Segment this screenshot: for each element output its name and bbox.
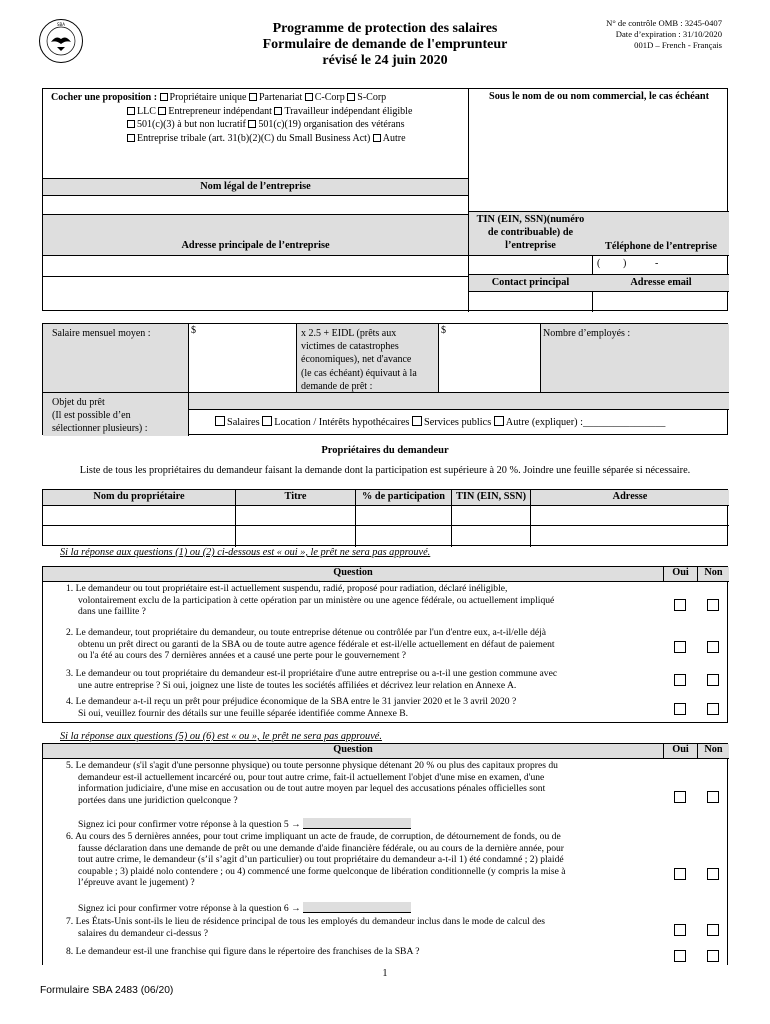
q6-no-checkbox[interactable] [707,868,719,880]
col-title: Titre [284,491,307,502]
col-address: Adresse [612,491,648,502]
checkbox[interactable] [412,416,422,426]
yes-header-b: Oui [672,744,689,755]
checkbox[interactable] [494,416,504,426]
question-4: 4. Le demandeur a-t-il reçu un prêt pour préjudice économique de la SBA entre le 31 janvier 2020 et le 3 avril 2020 ? Si oui, veuillez fournir des détails sur une feuille séparée identifiée comme Annexe B. [66,696,517,719]
sign-q6: Signez ici pour confirmer votre réponse à la question 6 → [78,902,411,915]
address-input-2[interactable] [43,277,468,312]
proposition-label: Cocher une proposition : [51,92,158,103]
tin-label: TIN (EIN, SSN)(numéro de contribuable) de l’entreprise [476,214,585,251]
q1-no-checkbox[interactable] [707,599,719,611]
checkbox[interactable] [158,107,166,115]
option-sole-proprietor[interactable]: Propriétaire unique [160,92,247,103]
checkbox[interactable] [127,134,135,142]
question-header-b: Question [333,744,373,755]
checkbox[interactable] [262,416,272,426]
title-line-1: Programme de protection des salaires [272,21,498,36]
option-nonprofit[interactable]: 501(c)(3) à but non lucratif [127,119,246,130]
q8-no-checkbox[interactable] [707,950,719,962]
checkbox[interactable] [347,93,355,101]
q4-no-checkbox[interactable] [707,703,719,715]
q7-no-checkbox[interactable] [707,924,719,936]
option-llc[interactable]: LLC [127,106,156,117]
purpose-other[interactable]: Autre (expliquer) :________________ [494,417,666,428]
questions-b-table [42,743,728,965]
title-line-3: révisé le 24 juin 2020 [322,53,448,68]
checkbox[interactable] [127,107,135,115]
question-8: 8. Le demandeur est-il une franchise qui figure dans le répertoire des franchises de la SBA ? [66,946,420,957]
loan-block [42,323,728,435]
no-header-b: Non [704,744,723,755]
q2-yes-checkbox[interactable] [674,641,686,653]
col-tin: TIN (EIN, SSN) [455,491,527,502]
multiplier-label: x 2.5 + EIDL (prêts aux victimes de catastrophes économiques), net d'avance (le cas échéant) équivaut à la demande de prêt : [301,328,417,392]
yes-header: Oui [672,567,689,578]
q6-yes-checkbox[interactable] [674,868,686,880]
q8-yes-checkbox[interactable] [674,950,686,962]
option-other[interactable]: Autre [373,133,406,144]
checkbox[interactable] [373,134,381,142]
omb-info [606,18,722,51]
questions-a-table [42,566,728,723]
question-7: 7. Les États-Unis sont-ils le lieu de résidence principal de tous les employés du demandeur inclus dans le mode de calcul des salaires du demandeur ci-dessus ? [66,916,546,939]
page-number: 1 [382,968,388,979]
sign-q5: Signez ici pour confirmer votre réponse à la question 5 → [78,818,411,831]
purpose-payroll[interactable]: Salaires [215,417,260,428]
q5-no-checkbox[interactable] [707,791,719,803]
purpose-utilities[interactable]: Services publics [412,417,491,428]
option-c-corp[interactable]: C-Corp [305,92,345,103]
question-1: 1. Le demandeur ou tout propriétaire est-il actuellement suspendu, radié, proposé pour radiation, déclaré inéligible, volontairement exclu de la participation à cette opération par un ministère ou une agence fédérale, ou actuellement impliqué dans une faillite ? [66,583,555,618]
questions-b-note: Si la réponse aux questions (5) ou (6) est « ou », le prêt ne sera pas approuvé. [60,731,382,742]
loan-purpose-label: Objet du prêt (Il est possible d’en sélectionner plusieurs) : [52,397,148,434]
owners-table [42,489,728,546]
avg-payroll-input[interactable]: $ [191,325,196,336]
checkbox[interactable] [160,93,168,101]
loan-purpose-options [215,416,665,429]
sba-seal-icon [38,18,84,64]
legal-name-input[interactable] [43,196,468,214]
purpose-rent-mortgage[interactable]: Location / Intérêts hypothécaires [262,417,409,428]
question-header: Question [333,567,373,578]
business-type-options [51,91,466,145]
owner-row-2[interactable] [43,526,729,547]
checkbox[interactable] [305,93,313,101]
question-6: 6. Au cours des 5 dernières années, pour tout crime impliquant un acte de fraude, de corruption, de détournement de fonds, ou de fausse déclaration dans une demande de prêt ou une demande d'aide financière fédérale, ou au cours de la dernière année, pour tout autre crime, le demandeur (s’il s’agit d’un particulier) ou tout propriétaire du demandeur a-t-il 1) été condamné ; 2) plaidé coupable ; 3) plaidé nolo contendere ; ou 4) commencé une forme quelconque de libération conditionnelle (y compris la mise à l’épreuve avant le jugement) ? [66,831,566,889]
q2-no-checkbox[interactable] [707,641,719,653]
checkbox[interactable] [215,416,225,426]
language-code: 001D – French - Français [634,40,722,50]
option-tribal[interactable]: Entreprise tribale (art. 31(b)(2)(C) du Small Business Act) [127,133,370,144]
owners-intro: Liste de tous les propriétaires du demandeur faisant la demande dont la participation est supérieure à 20 %. Joindre une feuille séparée si nécessaire. [79,465,691,476]
checkbox[interactable] [274,107,282,115]
question-3: 3. Le demandeur ou tout propriétaire du demandeur est-il propriétaire d'une autre entreprise ou a-t-il une gestion commune avec une autre entreprise ? Si oui, joignez une liste de toutes les sociétés affiliées et décrivez leur relation en Annexe A. [66,668,558,691]
question-5: 5. Le demandeur (s'il s'agit d'une personne physique) ou toute personne physique détenant 20 % ou plus des capitaux propres du demandeur est-il actuellement incarcéré ou, pour tout autre crime, fait-il actuellement l'objet d'une mise en examen, d'une information judiciaire, d'une mise en accusation ou de tout autre moyen par lequel des accusations pénales officielles sont portées dans une juridiction quelconque ? [66,760,558,806]
phone-label: Téléphone de l’entreprise [605,241,717,252]
omb-number: N° de contrôle OMB : 3245-0407 [606,18,722,28]
business-info-block [42,88,728,311]
sba-seal [38,18,84,64]
questions-a-note: Si la réponse aux questions (1) ou (2) ci-dessous est « oui », le prêt ne sera pas approuvé. [60,547,431,558]
expiration-date: Date d’expiration : 31/10/2020 [615,29,722,39]
q1-yes-checkbox[interactable] [674,599,686,611]
col-ownership: % de participation [362,491,445,502]
employees-label: Nombre d’employés : [543,328,631,339]
owners-title: Propriétaires du demandeur [321,445,449,456]
option-partnership[interactable]: Partenariat [249,92,302,103]
legal-name-label: Nom légal de l’entreprise [200,181,311,192]
title-line-2: Formulaire de demande de l'emprunteur [262,37,508,52]
checkbox[interactable] [249,93,257,101]
seal-lettering: SBA [56,22,66,27]
q4-yes-checkbox[interactable] [674,703,686,715]
sign-q6-field[interactable] [303,902,411,913]
option-self-employed[interactable]: Travailleur indépendant éligible [274,106,412,117]
phone-input[interactable]: ( ) - [597,258,659,269]
form-id: Formulaire SBA 2483 (06/20) [40,985,174,996]
tin-input[interactable] [469,256,592,274]
email-label: Adresse email [630,277,692,288]
address-input-1[interactable] [43,256,468,276]
form-title [200,21,570,69]
checkbox[interactable] [127,120,135,128]
q3-no-checkbox[interactable] [707,674,719,686]
checkbox[interactable] [248,120,256,128]
dba-input[interactable] [469,107,729,211]
contact-label: Contact principal [491,277,570,288]
owner-row-1[interactable] [43,506,729,525]
q5-yes-checkbox[interactable] [674,791,686,803]
option-s-corp[interactable]: S-Corp [347,92,386,103]
option-independent-contractor[interactable]: Entrepreneur indépendant [158,106,272,117]
option-veterans-org[interactable]: 501(c)(19) organisation des vétérans [248,119,404,130]
col-owner-name: Nom du propriétaire [93,491,185,502]
email-input[interactable] [593,292,729,312]
sign-q5-field[interactable] [303,818,411,829]
contact-input[interactable] [469,292,592,312]
no-header: Non [704,567,723,578]
avg-payroll-label: Salaire mensuel moyen : [52,328,151,339]
q3-yes-checkbox[interactable] [674,674,686,686]
q7-yes-checkbox[interactable] [674,924,686,936]
address-label: Adresse principale de l’entreprise [181,240,330,251]
question-2: 2. Le demandeur, tout propriétaire du demandeur, ou toute entreprise détenue ou contrôlée par l'un d'entre eux, a-t-il/elle déjà obtenu un prêt direct ou garanti de la SBA ou de toute autre agence fédérale et est-il/elle actuellement en défaut de paiement ou l'a été au cours des 7 dernières années et a causé une perte pour le gouvernement ? [66,627,555,662]
dba-label: Sous le nom de ou nom commercial, le cas échéant [488,91,710,102]
loan-amount-input[interactable]: $ [441,325,446,336]
